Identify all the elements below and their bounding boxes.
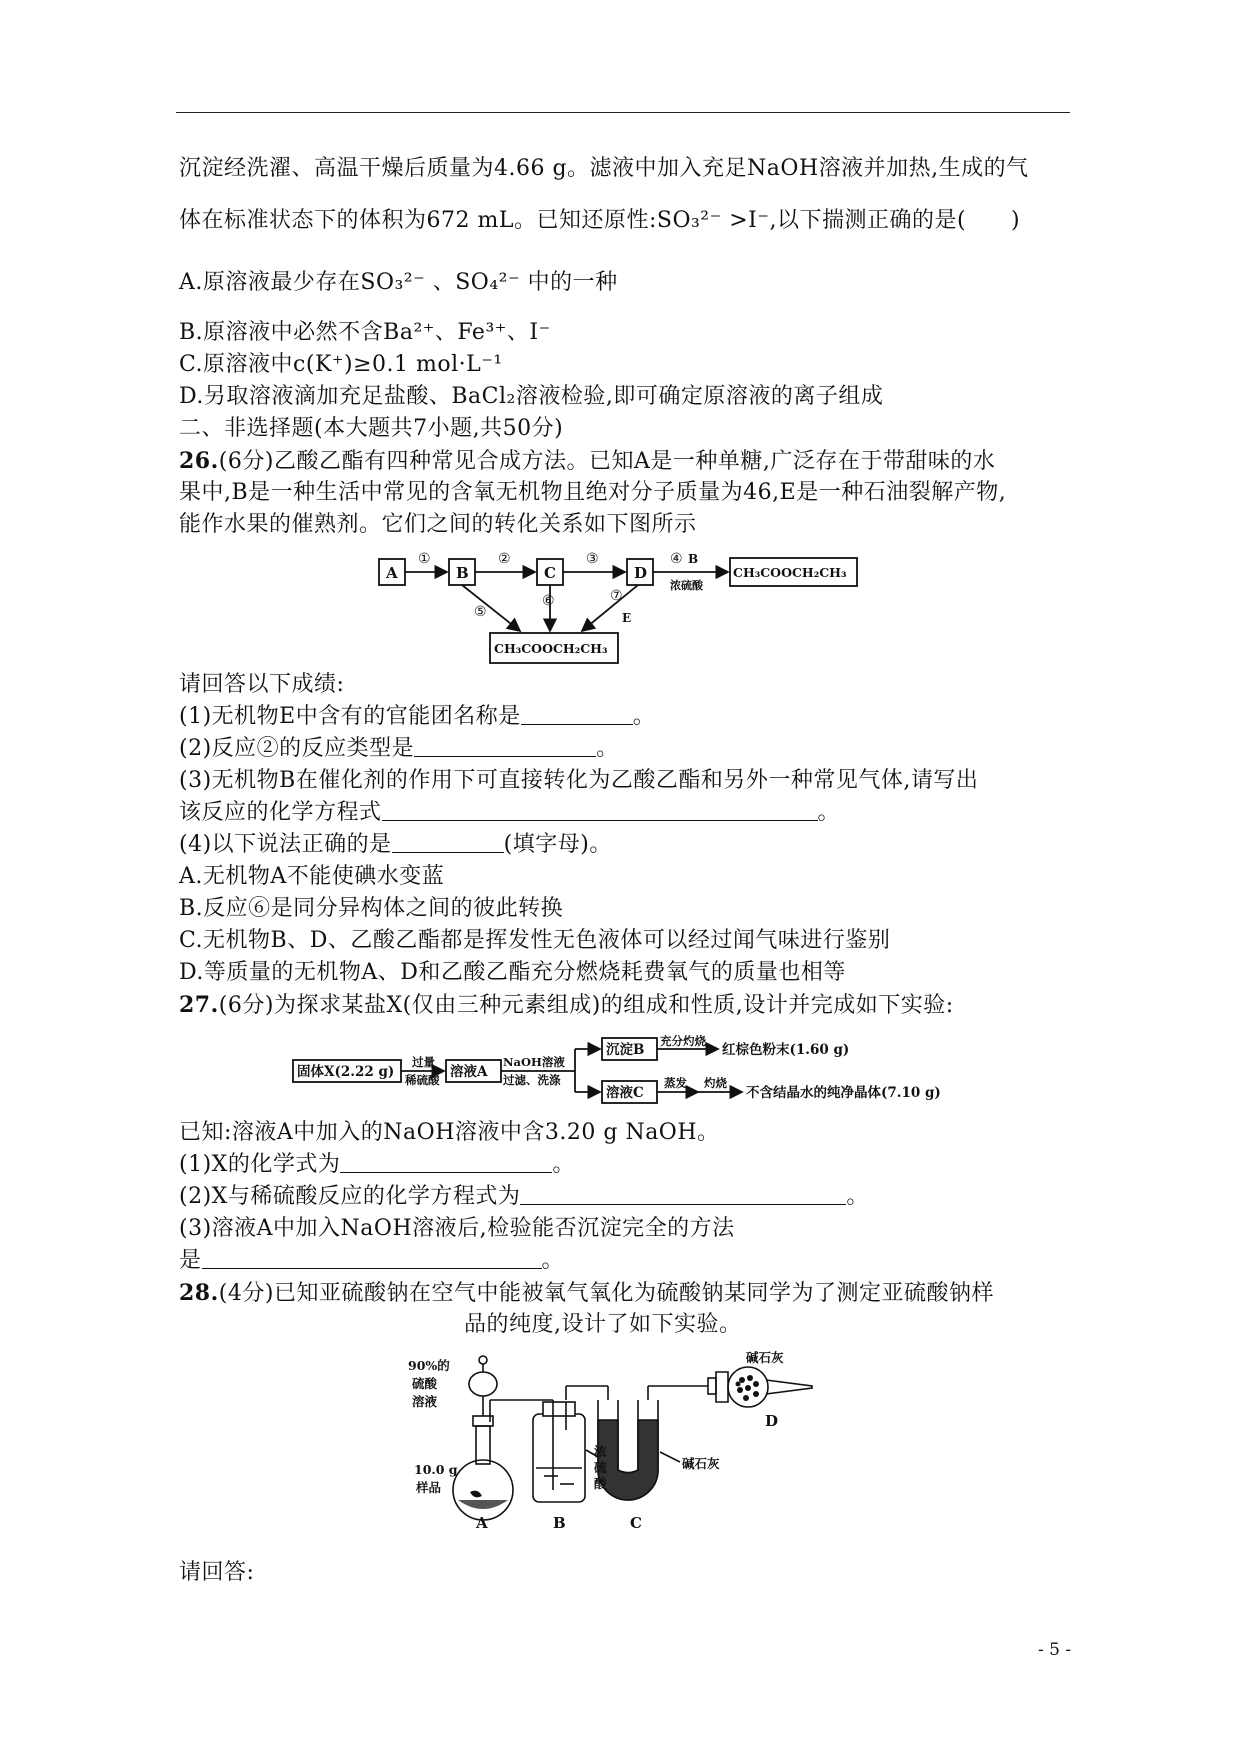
arrow-2-bottom: 过滤、洗涤 (503, 1073, 561, 1087)
acid-label-3: 溶液 (412, 1394, 438, 1409)
soda-lime-d-label: 碱石灰 (746, 1350, 784, 1365)
text-line: (3)溶液A中加入NaOH溶液后,检验能否沉淀完全的方法 (179, 1216, 735, 1241)
q27-part-1 (179, 1150, 575, 1180)
arrow-1-bottom: 稀硫酸 (405, 1073, 440, 1087)
apparatus-a-label: A (476, 1514, 488, 1530)
text-line: 请回答: (179, 1560, 255, 1585)
conc-label-3: 酸 (594, 1476, 607, 1491)
reaction-4-label: ④ (670, 551, 683, 567)
arrow-1-top: 过量 (412, 1055, 435, 1069)
reagent-e-label: E (622, 611, 632, 625)
answer-blank[interactable] (414, 734, 596, 757)
section-heading: 二、非选择题(本大题共7小题,共50分) (179, 416, 564, 441)
apparatus-d-label: D (765, 1412, 779, 1430)
prompt-tail: (填字母)。 (503, 832, 612, 857)
text-line: 能作水果的催熟剂。它们之间的转化关系如下图所示 (179, 512, 697, 537)
answer-blank[interactable] (202, 1246, 542, 1269)
solution-a-label: 溶液A (450, 1064, 488, 1080)
text-line: 果中,B是一种生活中常见的含氧无机物且绝对分子质量为46,E是一种石油裂解产物, (179, 480, 1007, 505)
answer-blank[interactable] (520, 1182, 846, 1205)
text-line: (3)无机物B在催化剂的作用下可直接转化为乙酸乙酯和另外一种常见气体,请写出 (179, 768, 979, 793)
period: 。 (541, 1248, 565, 1273)
label-c: C (544, 564, 556, 582)
conc-label-2: 硫 (594, 1460, 607, 1475)
reaction-4-catalyst: 浓硫酸 (670, 579, 703, 592)
answer-blank[interactable] (340, 1150, 552, 1173)
prompt: (2)X与稀硫酸反应的化学方程式为 (179, 1184, 521, 1209)
text-line: 已知:溶液A中加入的NaOH溶液中含3.20 g NaOH。 (179, 1120, 720, 1145)
header-rule (176, 112, 1070, 113)
prompt: 该反应的化学方程式 (179, 800, 382, 825)
red-powder-label: 红棕色粉末(1.60 g) (722, 1042, 850, 1058)
q26-part-2 (179, 734, 619, 764)
q26-part-4 (179, 830, 612, 860)
question-text: (6分)为探求某盐X(仅由三种元素组成)的组成和性质,设计并完成如下实验: (218, 993, 954, 1018)
answer-blank[interactable] (521, 702, 633, 725)
sample-mass-label: 10.0 g (414, 1462, 458, 1477)
label-a: A (386, 564, 398, 582)
period: 。 (552, 1152, 575, 1177)
acid-label-2: 硫酸 (412, 1376, 438, 1391)
option-c: C.原溶液中c(K⁺)≥0.1 mol·L⁻¹ (179, 352, 503, 377)
reaction-1-label: ① (418, 551, 431, 567)
arrow-2-top: NaOH溶液 (503, 1055, 565, 1069)
reaction-4-reagent: B (688, 552, 699, 566)
period: 。 (817, 800, 841, 825)
question-number: 26. (179, 448, 219, 474)
option-b: B.原溶液中必然不含Ba²⁺、Fe³⁺、I⁻ (179, 320, 551, 345)
option-b: B.反应⑥是同分异构体之间的彼此转换 (179, 896, 564, 921)
reaction-2-label: ② (498, 551, 511, 567)
precipitate-b-label: 沉淀B (606, 1042, 645, 1058)
prompt: (2)反应②的反应类型是 (179, 736, 415, 761)
option-d: D.另取溶液滴加充足盐酸、BaCl₂溶液检验,即可确定原溶液的离子组成 (179, 384, 884, 409)
question-text: (6分)乙酸乙酯有四种常见合成方法。已知A是一种单糖,广泛存在于带甜味的水 (218, 449, 996, 474)
text-line: 沉淀经洗濯、高温干燥后质量为4.66 g。滤液中加入充足NaOH溶液并加热,生成的气 (179, 156, 1029, 181)
q27-part-2 (179, 1182, 869, 1212)
arrow-5-label: 灼烧 (704, 1076, 727, 1090)
reaction-5-label: ⑤ (474, 604, 487, 620)
page-number: - 5 - (1038, 1640, 1072, 1660)
prompt: 是 (179, 1248, 202, 1273)
q26-part-1 (179, 702, 655, 732)
reaction-7-label: ⑦ (610, 588, 623, 604)
acid-label-1: 90%的 (408, 1358, 450, 1373)
arrow-3-label: 充分灼烧 (660, 1034, 706, 1048)
prompt: (1)无机物E中含有的官能团名称是 (179, 704, 521, 729)
question-28 (179, 1278, 994, 1309)
option-a: A.无机物A不能使碘水变蓝 (179, 864, 445, 889)
solution-c-label: 溶液C (606, 1085, 644, 1101)
experiment-flow-figure (290, 1033, 960, 1105)
label-b: B (456, 564, 469, 582)
reaction-6-label: ⑥ (542, 593, 555, 609)
prompt: (4)以下说法正确的是 (179, 832, 392, 857)
apparatus-figure (408, 1350, 838, 1530)
text-line: 体在标准状态下的体积为672 mL。已知还原性:SO₃²⁻ >I⁻,以下揣测正确的是( ) (179, 208, 1021, 233)
question-26 (179, 446, 995, 477)
period: 。 (846, 1184, 869, 1209)
period: 。 (596, 736, 619, 761)
apparatus-c-label: C (630, 1514, 642, 1530)
question-27 (179, 990, 954, 1021)
answer-blank[interactable] (382, 798, 818, 821)
reaction-3-label: ③ (586, 551, 599, 567)
answer-blank[interactable] (392, 830, 504, 853)
option-a: A.原溶液最少存在SO₃²⁻ 、SO₄²⁻ 中的一种 (179, 270, 618, 295)
period: 。 (632, 704, 656, 729)
option-c: C.无机物B、D、乙酸乙酯都是挥发性无色液体可以经过闻气味进行鉴别 (179, 928, 891, 953)
arrow-4-label: 蒸发 (664, 1076, 687, 1090)
product-bottom: CH₃COOCH₂CH₃ (494, 641, 608, 656)
solid-x-label: 固体X(2.22 g) (297, 1064, 395, 1080)
text-line: 请回答以下成绩: (179, 672, 345, 697)
conc-label-1: 浓 (594, 1444, 607, 1459)
prompt: (1)X的化学式为 (179, 1152, 341, 1177)
pure-crystal-label: 不含结晶水的纯净晶体(7.10 g) (746, 1085, 941, 1101)
apparatus-b-label: B (553, 1514, 566, 1530)
question-text: (4分)已知亚硫酸钠在空气中能被氧气氧化为硫酸钠某同学为了测定亚硫酸钠样 (218, 1281, 994, 1306)
sample-label: 样品 (416, 1480, 442, 1495)
option-d: D.等质量的无机物A、D和乙酸乙酯充分燃烧耗费氧气的质量也相等 (179, 960, 846, 985)
text-line: 品的纯度,设计了如下实验。 (464, 1312, 742, 1337)
product-right: CH₃COOCH₂CH₃ (733, 565, 847, 580)
question-number: 28. (179, 1280, 219, 1306)
q27-part-3 (179, 1246, 564, 1276)
reaction-scheme-figure (370, 545, 870, 667)
q26-part-3 (179, 798, 840, 828)
label-d: D (634, 564, 648, 582)
question-number: 27. (179, 992, 219, 1018)
soda-lime-c-label: 碱石灰 (682, 1456, 720, 1471)
